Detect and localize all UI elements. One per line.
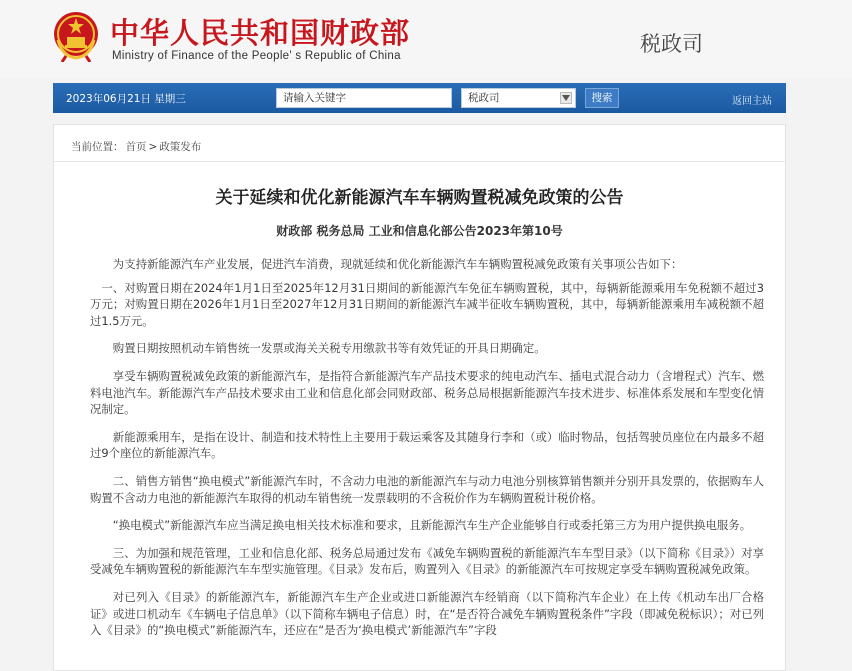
- breadcrumb-separator: >: [148, 141, 158, 153]
- breadcrumb-policy-link[interactable]: 政策发布: [159, 141, 202, 153]
- article-paragraph: 二、销售方销售“换电模式”新能源汽车时，不含动力电池的新能源汽车与动力电池分别核算销售额并分别开具发票的，依据购车人购置不含动力电池的新能源汽车取得的机动车销售统一发票载明的不含税价作为车辆购置税计税价格。: [90, 473, 764, 505]
- department-title: 税政司: [640, 32, 703, 56]
- divider: [54, 161, 785, 162]
- article-paragraph: “换电模式”新能源汽车应当满足换电相关技术标准和要求，且新能源汽车生产企业能够自行或委托第三方为用户提供换电服务。: [112, 518, 752, 533]
- article-paragraph: 为支持新能源汽车产业发展，促进汽车消费，现就延续和优化新能源汽车车辆购置税减免政策有关事项公告如下：: [112, 257, 683, 271]
- top-nav-bar: [53, 83, 786, 113]
- chevron-down-icon[interactable]: [560, 92, 572, 104]
- current-date: 2023年06月21日 星期三: [66, 93, 186, 105]
- search-input[interactable]: 请输入关键字: [276, 88, 452, 108]
- ministry-name-en: Ministry of Finance of the People' s Republic of China: [112, 50, 401, 62]
- article-title: 关于延续和优化新能源汽车车辆购置税减免政策的公告: [215, 188, 624, 208]
- article-paragraph: 购置日期按照机动车销售统一发票或海关关税专用缴款书等有效凭证的开具日期确定。: [112, 341, 546, 356]
- return-home-link[interactable]: 返回主站: [732, 96, 772, 107]
- article-paragraph: 新能源乘用车，是指在设计、制造和技术特性上主要用于载运乘客及其随身行李和（或）临时物品，包括驾驶员座位在内最多不超过9个座位的新能源汽车。: [90, 429, 764, 461]
- document-number: 财政部 税务总局 工业和信息化部公告2023年第10号: [276, 224, 563, 238]
- article-paragraph: 对已列入《目录》的新能源汽车，新能源汽车生产企业或进口新能源汽车经销商（以下简称汽车企业）在上传《机动车出厂合格证》或进口机动车《车辆电子信息单》（以下简称车辆电子信息）时，在“是否符合减免车辆购置税条件”字段（即减免税标识）；对已列入《目录》的“换电模式”新能源汽车，还应在“是否为‘换电模式’新能源汽车”字段: [90, 589, 764, 638]
- article-paragraph: 享受车辆购置税减免政策的新能源汽车，是指符合新能源汽车产品技术要求的纯电动汽车、插电式混合动力（含增程式）汽车、燃料电池汽车。新能源汽车产品技术要求由工业和信息化部会同财政部、税务总局根据新能源汽车技术进步、标准体系发展和车型变化情况制定。: [90, 368, 764, 417]
- article-paragraph: 一、对购置日期在2024年1月1日至2025年12月31日期间的新能源汽车免征车辆购置税，其中，每辆新能源乘用车免税额不超过3万元；对购置日期在2026年1月1日至2027年12月31日期间的新能源汽车减半征收车辆购置税，其中，每辆新能源乘用车减税额不超过1.5万元。: [90, 280, 764, 328]
- breadcrumb-home-link[interactable]: 首页: [125, 141, 147, 153]
- search-scope-select[interactable]: [461, 88, 576, 108]
- scope-selected-value: 税政司: [468, 92, 500, 104]
- national-emblem-icon[interactable]: [52, 10, 100, 62]
- article-paragraph: 三、为加强和规范管理，工业和信息化部、税务总局通过发布《减免车辆购置税的新能源汽车车型目录》（以下简称《目录》）对享受减免车辆购置税的新能源汽车车型实施管理。《目录》发布后，购置列入《目录》的新能源汽车可按规定享受车辆购置税减免政策。: [90, 545, 764, 577]
- article-body: [90, 256, 764, 650]
- site-header: [0, 0, 852, 78]
- breadcrumb-label: 当前位置：: [71, 141, 124, 153]
- content-panel: [53, 124, 786, 671]
- breadcrumb: [71, 139, 203, 154]
- ministry-name-cn[interactable]: 中华人民共和国财政部: [110, 16, 411, 50]
- search-button[interactable]: 搜索: [585, 88, 619, 108]
